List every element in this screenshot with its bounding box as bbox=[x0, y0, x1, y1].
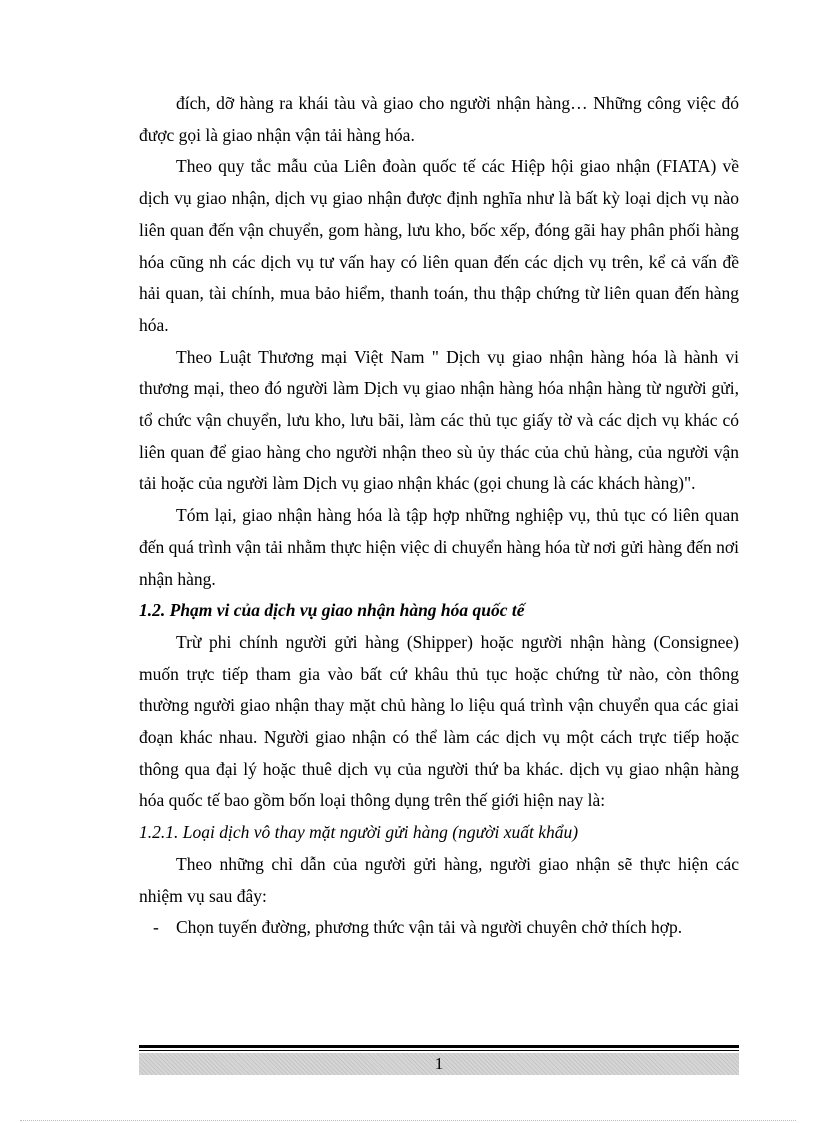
paragraph: Theo những chỉ dẫn của người gửi hàng, người giao nhận sẽ thực hiện các nhiệm vụ sau đây: bbox=[139, 853, 739, 906]
page-number: 1 bbox=[434, 1054, 444, 1073]
subsection-heading: 1.2.1. Loại dịch vô thay mặt người gửi hàng (người xuất khẩu) bbox=[139, 822, 579, 843]
paragraph: Theo quy tắc mẫu của Liên đoàn quốc tế các Hiệp hội giao nhận (FIATA) về dịch vụ giao nhận, dịch vụ giao nhận được định nghĩa như là bất kỳ loại dịch vụ nào liên quan đến vận chuyển, gom hàng, lưu kho, bốc xếp, đóng gãi hay phân phối hàng hóa cũng nh các dịch vụ tư vấn hay có liên quan đến các dịch vụ trên, kể cả vấn đề hải quan, tài chính, mua bảo hiểm, thanh toán, thu thập chứng từ liên quan đến hàng hóa. bbox=[139, 156, 739, 335]
paragraph: Trừ phi chính người gửi hàng (Shipper) hoặc người nhận hàng (Consignee) muốn trực tiếp tham gia vào bất cứ khâu thủ tục hoặc chứng từ nào, còn thông thường người giao nhận thay mặt chủ hàng lo liệu quá trình vận chuyển qua các giai đoạn khác nhau. Người giao nhận có thể làm các dịch vụ một cách trực tiếp hoặc thông qua đại lý hoặc thuê dịch vụ của người thứ ba khác. dịch vụ giao nhận hàng hóa quốc tế bao gồm bốn loại thông dụng trên thế giới hiện nay là: bbox=[139, 631, 739, 811]
paragraph: Tóm lại, giao nhận hàng hóa là tập hợp những nghiệp vụ, thủ tục có liên quan đến quá trình vận tải nhằm thực hiện việc di chuyển hàng hóa từ nơi gửi hàng đến nơi nhận hàng. bbox=[139, 505, 740, 589]
page-edge-divider bbox=[20, 1120, 796, 1121]
section-heading: 1.2. Phạm vi của dịch vụ giao nhận hàng hóa quốc tế bbox=[139, 600, 525, 621]
footer-rule bbox=[139, 1045, 739, 1048]
page-footer bbox=[139, 1045, 739, 1075]
bullet-marker: - bbox=[153, 917, 159, 938]
page-body bbox=[139, 88, 739, 944]
paragraph: đích, dỡ hàng ra khái tàu và giao cho người nhận hàng… Những công việc đó được gọi là giao nhận vận tải hàng hóa. bbox=[139, 93, 739, 145]
list-item bbox=[139, 912, 739, 944]
paragraph: Theo Luật Thương mại Việt Nam " Dịch vụ giao nhận hàng hóa là hành vi thương mại, theo đó người làm Dịch vụ giao nhận hàng hóa nhận hàng từ người gửi, tổ chức vận chuyển, lưu kho, lưu bãi, làm các thủ tục giấy tờ và các dịch vụ khác có liên quan để giao hàng cho người nhận theo sù ủy thác của chủ hàng, của người vận tải hoặc của người làm Dịch vụ giao nhận khác (gọi chung là các khách hàng)". bbox=[139, 346, 739, 494]
footer-rule-thin bbox=[139, 1050, 739, 1051]
list-item-text: Chọn tuyến đường, phương thức vận tải và người chuyên chở thích hợp. bbox=[176, 917, 683, 938]
